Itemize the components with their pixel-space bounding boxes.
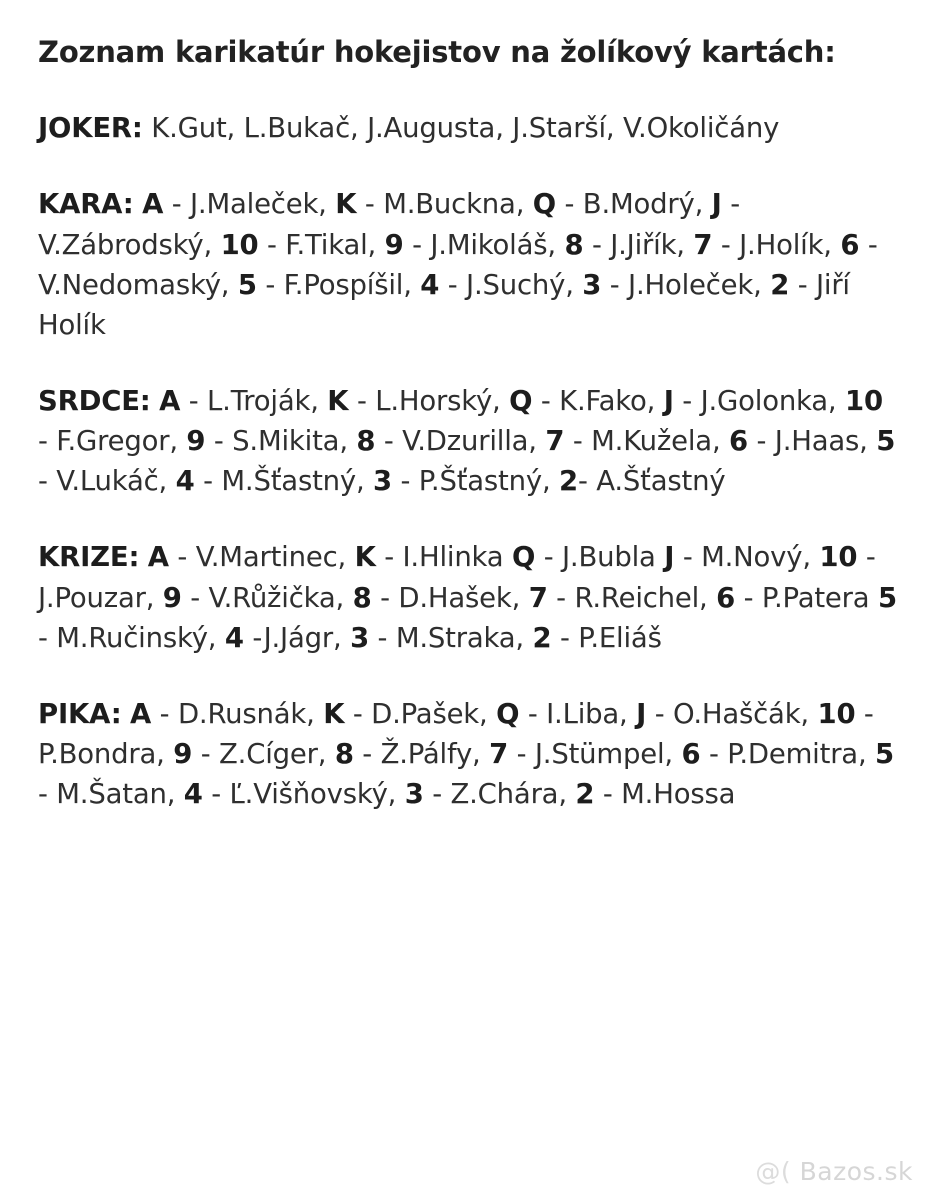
card-rank: 3 bbox=[373, 465, 392, 498]
card-rank: 4 bbox=[224, 621, 244, 654]
card-rank: 3 bbox=[582, 268, 602, 301]
card-rank: 10 bbox=[845, 384, 883, 417]
entry-separator: - bbox=[859, 228, 878, 261]
player-name: P.Eliáš bbox=[578, 621, 662, 654]
card-rank: 3 bbox=[404, 778, 424, 811]
suit-label: SRDCE: bbox=[38, 384, 151, 417]
entry-separator: - bbox=[38, 465, 57, 498]
player-name: M.Hossa bbox=[621, 778, 736, 811]
card-rank: 7 bbox=[489, 737, 509, 770]
card-rank: 5 bbox=[876, 425, 896, 458]
player-name: J.Haas, bbox=[774, 425, 877, 458]
watermark-at-symbol: @( bbox=[755, 1157, 792, 1186]
card-rank: 5 bbox=[875, 737, 894, 770]
section-list bbox=[38, 108, 899, 814]
card-rank: 7 bbox=[545, 425, 565, 458]
entry-separator: - bbox=[646, 697, 673, 730]
card-rank: 4 bbox=[420, 268, 440, 301]
card-rank: J bbox=[636, 697, 647, 730]
player-name: M.Kuželа, bbox=[591, 425, 730, 458]
entry-separator: - bbox=[577, 465, 597, 498]
player-name: P.Demitra, bbox=[727, 737, 876, 770]
entry-separator: - bbox=[735, 581, 762, 614]
card-rank: A bbox=[147, 541, 169, 574]
player-name: J.Golonka, bbox=[700, 384, 846, 417]
entry-separator: - bbox=[205, 425, 233, 458]
player-name: V.Zábrodský, bbox=[38, 228, 221, 261]
entry-separator: - bbox=[721, 188, 740, 221]
card-rank: 5 bbox=[877, 581, 897, 614]
player-name: O.Haščák, bbox=[673, 697, 818, 730]
entry-separator: - bbox=[243, 621, 264, 654]
player-name: D.Rusnák, bbox=[177, 697, 324, 730]
entry-separator: - bbox=[181, 581, 209, 614]
card-rank: 9 bbox=[186, 425, 206, 458]
card-rank: 8 bbox=[352, 581, 372, 614]
player-name: V.Nedomaský, bbox=[38, 268, 238, 301]
player-name: M.Buckna, bbox=[383, 188, 533, 221]
player-name: P.Patera bbox=[761, 581, 878, 614]
suit-block-kara bbox=[38, 184, 899, 345]
card-rank: 10 bbox=[220, 228, 259, 261]
entry-separator: - bbox=[601, 268, 629, 301]
entry-separator: - bbox=[344, 697, 372, 730]
player-name: S.Mikita, bbox=[232, 425, 357, 458]
card-rank: 8 bbox=[564, 228, 584, 261]
card-rank: 9 bbox=[384, 228, 404, 261]
player-name: M.Šťastný, bbox=[221, 465, 374, 498]
player-name: F.Tikal, bbox=[285, 228, 385, 261]
player-name: A.Šťastný bbox=[596, 465, 726, 498]
card-rank: 10 bbox=[819, 541, 858, 574]
card-rank: J bbox=[664, 541, 675, 574]
suit-label: KRIZE: bbox=[38, 541, 140, 574]
watermark bbox=[755, 1157, 913, 1186]
card-rank: K bbox=[323, 697, 345, 730]
card-rank: 7 bbox=[528, 581, 548, 614]
entry-separator: - bbox=[551, 621, 579, 654]
entry-separator: - bbox=[375, 541, 403, 574]
player-name: V.Lukáč, bbox=[56, 465, 176, 498]
entry-separator: - bbox=[855, 697, 874, 730]
card-rank: 9 bbox=[173, 737, 193, 770]
entry-separator: - bbox=[439, 268, 467, 301]
entry-separator: - bbox=[594, 778, 622, 811]
player-name: Ľ.Višňovský, bbox=[229, 778, 405, 811]
entry-separator: - bbox=[202, 778, 230, 811]
player-name: L.Horský, bbox=[375, 384, 510, 417]
entry-separator: - bbox=[353, 737, 381, 770]
suit-block-joker bbox=[38, 108, 899, 148]
watermark-label: Bazos.sk bbox=[791, 1157, 913, 1186]
suit-block-krize bbox=[38, 537, 899, 657]
card-rank: 6 bbox=[729, 425, 748, 458]
card-rank: Q bbox=[512, 541, 536, 574]
player-name: P.Šťastný, bbox=[418, 465, 560, 498]
player-name: Jiří Holík bbox=[38, 268, 850, 341]
player-name: R.Reichel, bbox=[574, 581, 717, 614]
entry-separator: - bbox=[673, 384, 701, 417]
card-rank: A bbox=[159, 384, 181, 417]
card-rank: Q bbox=[532, 188, 556, 221]
player-name: Z.Cíger, bbox=[219, 737, 335, 770]
entry-separator: - bbox=[423, 778, 451, 811]
card-rank: 4 bbox=[175, 465, 195, 498]
player-name: J.Mikoláš, bbox=[430, 228, 565, 261]
suit-label: PIKA: bbox=[38, 697, 122, 730]
player-name: J.Holík, bbox=[739, 228, 841, 261]
entry-separator: - bbox=[789, 268, 816, 301]
entry-separator: - bbox=[583, 228, 611, 261]
card-rank: 8 bbox=[334, 737, 354, 770]
entry-separator: - bbox=[403, 228, 431, 261]
entry-separator: - bbox=[38, 621, 57, 654]
card-rank: 3 bbox=[350, 621, 369, 654]
entry-separator: - bbox=[38, 425, 57, 458]
card-rank: A bbox=[142, 188, 164, 221]
entry-separator: - bbox=[857, 541, 876, 574]
card-rank: 2 bbox=[575, 778, 595, 811]
player-name: I.Liba, bbox=[546, 697, 637, 730]
player-name: F.Pospíšil, bbox=[283, 268, 421, 301]
player-name: J.Holeček, bbox=[628, 268, 771, 301]
card-rank: K bbox=[354, 541, 376, 574]
card-rank: 8 bbox=[356, 425, 376, 458]
entry-separator: - bbox=[508, 737, 535, 770]
player-name: K.Fako, bbox=[559, 384, 664, 417]
entry-separator: - bbox=[369, 621, 396, 654]
card-rank: 2 bbox=[532, 621, 552, 654]
card-rank: A bbox=[130, 697, 152, 730]
player-name: J.Suchý, bbox=[466, 268, 583, 301]
card-rank: 2 bbox=[770, 268, 790, 301]
card-rank: K bbox=[327, 384, 349, 417]
entry-separator: - bbox=[371, 581, 399, 614]
entry-separator: - bbox=[151, 697, 178, 730]
entry-separator: - bbox=[674, 541, 702, 574]
player-name: J.Stümpel, bbox=[534, 737, 682, 770]
suit-block-srdce bbox=[38, 381, 899, 501]
player-name: D.Pašek, bbox=[371, 697, 497, 730]
card-rank: K bbox=[335, 188, 357, 221]
player-name: V.Růžička, bbox=[208, 581, 353, 614]
player-name: K.Gut, L.Bukač, J.Augusta, J.Starší, V.Okoličány bbox=[151, 112, 780, 145]
card-rank: 9 bbox=[162, 581, 182, 614]
entry-separator: - bbox=[356, 188, 384, 221]
entry-separator: - bbox=[194, 465, 222, 498]
card-rank: J bbox=[663, 384, 674, 417]
entry-separator: - bbox=[747, 425, 775, 458]
player-name: Ž.Pálfy, bbox=[380, 737, 490, 770]
player-name: V.Dzurilla, bbox=[402, 425, 546, 458]
suit-label: JOKER: bbox=[38, 112, 143, 145]
entry-separator: - bbox=[256, 268, 284, 301]
card-rank: 5 bbox=[237, 268, 257, 301]
entry-separator: - bbox=[547, 581, 575, 614]
card-rank: 6 bbox=[840, 228, 860, 261]
entry-separator: - bbox=[348, 384, 376, 417]
suit-label: KARA: bbox=[38, 188, 134, 221]
card-rank: Q bbox=[496, 697, 520, 730]
player-name: P.Bondra, bbox=[38, 737, 174, 770]
player-name: J.Jiřík, bbox=[610, 228, 694, 261]
entry-separator: - bbox=[180, 384, 208, 417]
player-name: M.Nový, bbox=[701, 541, 820, 574]
card-rank: 6 bbox=[681, 737, 701, 770]
card-rank: 4 bbox=[183, 778, 203, 811]
entry-separator: - bbox=[555, 188, 583, 221]
player-name: I.Hlinka bbox=[402, 541, 512, 574]
player-name: D.Hašek, bbox=[398, 581, 529, 614]
player-name: J.Bubla bbox=[562, 541, 665, 574]
player-name: M.Šatan, bbox=[56, 778, 184, 811]
player-name: M.Straka, bbox=[395, 621, 533, 654]
card-rank: Q bbox=[509, 384, 533, 417]
entry-separator: - bbox=[168, 541, 196, 574]
entry-separator: - bbox=[192, 737, 220, 770]
player-name: B.Modrý, bbox=[582, 188, 712, 221]
card-rank: 7 bbox=[693, 228, 713, 261]
entry-separator: - bbox=[163, 188, 191, 221]
entry-separator: - bbox=[712, 228, 740, 261]
card-rank: 2 bbox=[559, 465, 578, 498]
card-rank: 6 bbox=[716, 581, 736, 614]
player-name: J.Jágr, bbox=[263, 621, 351, 654]
entry-separator: - bbox=[258, 228, 286, 261]
player-name: M.Ručinský, bbox=[56, 621, 225, 654]
player-name: V.Martinec, bbox=[195, 541, 355, 574]
entry-separator: - bbox=[391, 465, 419, 498]
player-name: J.Pouzar, bbox=[38, 581, 163, 614]
player-name: F.Gregor, bbox=[56, 425, 187, 458]
page-title: Zoznam karikatúr hokejistov na žolíkový kartách: bbox=[38, 35, 836, 69]
entry-separator: - bbox=[564, 425, 592, 458]
entry-separator: - bbox=[519, 697, 547, 730]
player-name: L.Troják, bbox=[207, 384, 328, 417]
card-rank: 10 bbox=[817, 697, 856, 730]
entry-separator: - bbox=[700, 737, 728, 770]
player-name: J.Maleček, bbox=[190, 188, 336, 221]
entry-separator: - bbox=[535, 541, 562, 574]
entry-separator: - bbox=[38, 778, 57, 811]
entry-separator: - bbox=[532, 384, 560, 417]
player-name: Z.Chára, bbox=[450, 778, 576, 811]
suit-block-pika bbox=[38, 694, 899, 814]
entry-separator: - bbox=[375, 425, 403, 458]
card-rank: J bbox=[711, 188, 722, 221]
